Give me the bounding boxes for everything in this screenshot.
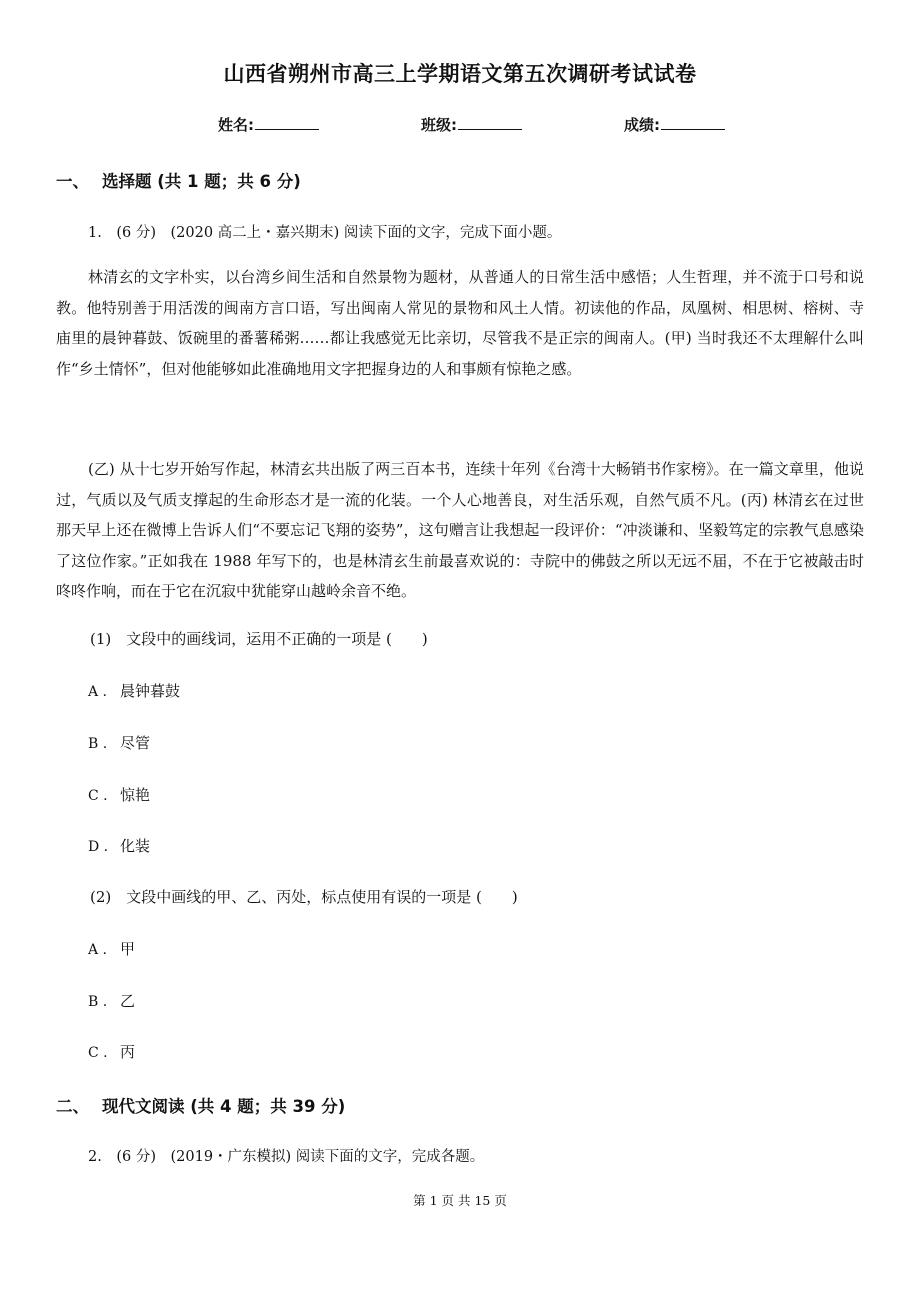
option-letter: C . xyxy=(88,788,108,804)
page-title: 山西省朔州市高三上学期语文第五次调研考试试卷 xyxy=(223,62,697,86)
page-footer: 第 1 页 共 15 页 xyxy=(413,1193,507,1208)
question-header: 2. (6 分) (2019・广东模拟) 阅读下面的文字，完成各题。 xyxy=(88,1149,485,1165)
score-label: 成绩: xyxy=(624,116,660,134)
option-text: 丙 xyxy=(120,1043,136,1061)
option-letter: B . xyxy=(88,994,108,1010)
section-heading xyxy=(56,168,301,192)
sub-question-stem: (1) 文段中的画线词，运用不正确的一项是 ( ) xyxy=(90,630,428,648)
sub-question-stem: (2) 文段中画线的甲、乙、丙处，标点使用有误的一项是 ( ) xyxy=(90,888,518,906)
section-number: 二、 xyxy=(56,1097,89,1116)
name-field[interactable] xyxy=(218,114,319,135)
option-letter: A . xyxy=(88,942,108,958)
section-heading xyxy=(56,1093,345,1117)
option-letter: D . xyxy=(88,839,109,855)
option-d[interactable] xyxy=(88,835,150,856)
option-c[interactable] xyxy=(88,1041,135,1062)
option-letter: B . xyxy=(88,736,108,752)
name-label: 姓名: xyxy=(218,116,254,134)
class-label: 班级: xyxy=(421,116,457,134)
option-letter: C . xyxy=(88,1045,108,1061)
option-text: 化装 xyxy=(120,837,151,855)
option-a[interactable] xyxy=(88,680,180,701)
section-title: 选择题 (共 1 题；共 6 分) xyxy=(102,172,301,191)
option-letter: A . xyxy=(88,684,108,700)
name-blank[interactable] xyxy=(255,115,319,130)
option-text: 晨钟暮鼓 xyxy=(120,682,181,700)
score-blank[interactable] xyxy=(661,115,725,130)
option-b[interactable] xyxy=(88,990,135,1011)
class-field[interactable] xyxy=(421,114,522,135)
option-text: 尽管 xyxy=(120,734,151,752)
option-text: 甲 xyxy=(120,940,136,958)
student-info-fields xyxy=(0,114,920,138)
passage-paragraph: 林清玄的文字朴实，以台湾乡间生活和自然景物为题材，从普通人的日常生活中感悟；人生哲理，并不流于口号和说教。他特别善于用活泼的闽南方言口语，写出闽南人常见的景物和风土人情。初读他的作品，凤凰树、相思树、榕树、寺庙里的晨钟暮鼓、饭碗里的番薯稀粥……都让我感觉无比亲切，尽管我不是正宗的闽南人。(甲) 当时我还不太理解什么叫作“乡土情怀”，但对他能够如此准确地用文字把握身边的人和事颇有惊艳之感。 xyxy=(56,268,864,378)
option-text: 惊艳 xyxy=(120,786,151,804)
option-b[interactable] xyxy=(88,732,150,753)
class-blank[interactable] xyxy=(458,115,522,130)
option-text: 乙 xyxy=(120,992,136,1010)
score-field[interactable] xyxy=(624,114,725,135)
option-c[interactable] xyxy=(88,784,150,805)
option-a[interactable] xyxy=(88,938,135,959)
question-header: 1. (6 分) (2020 高二上・嘉兴期末) 阅读下面的文字，完成下面小题。 xyxy=(88,225,562,241)
section-number: 一、 xyxy=(56,172,89,191)
passage-paragraph: (乙) 从十七岁开始写作起，林清玄共出版了两三百本书，连续十年列《台湾十大畅销书作家榜》。在一篇文章里，他说过，气质以及气质支撑起的生命形态才是一流的化装。一个人心地善良，对生活乐观，自然气质不凡。(丙) 林清玄在过世那天早上还在微博上告诉人们“不要忘记飞翔的姿势”，这句赠言让我想起一段评价：“冲淡谦和、坚毅笃定的宗教气息感染了这位作家。”正如我在 1988 年写下的，也是林清玄生前最喜欢说的：寺院中的佛鼓之所以无远不届，不在于它被敲击时咚咚作响，而在于它在沉寂中犹能穿山越岭余音不绝。 xyxy=(56,460,864,600)
section-title: 现代文阅读 (共 4 题；共 39 分) xyxy=(102,1097,346,1116)
